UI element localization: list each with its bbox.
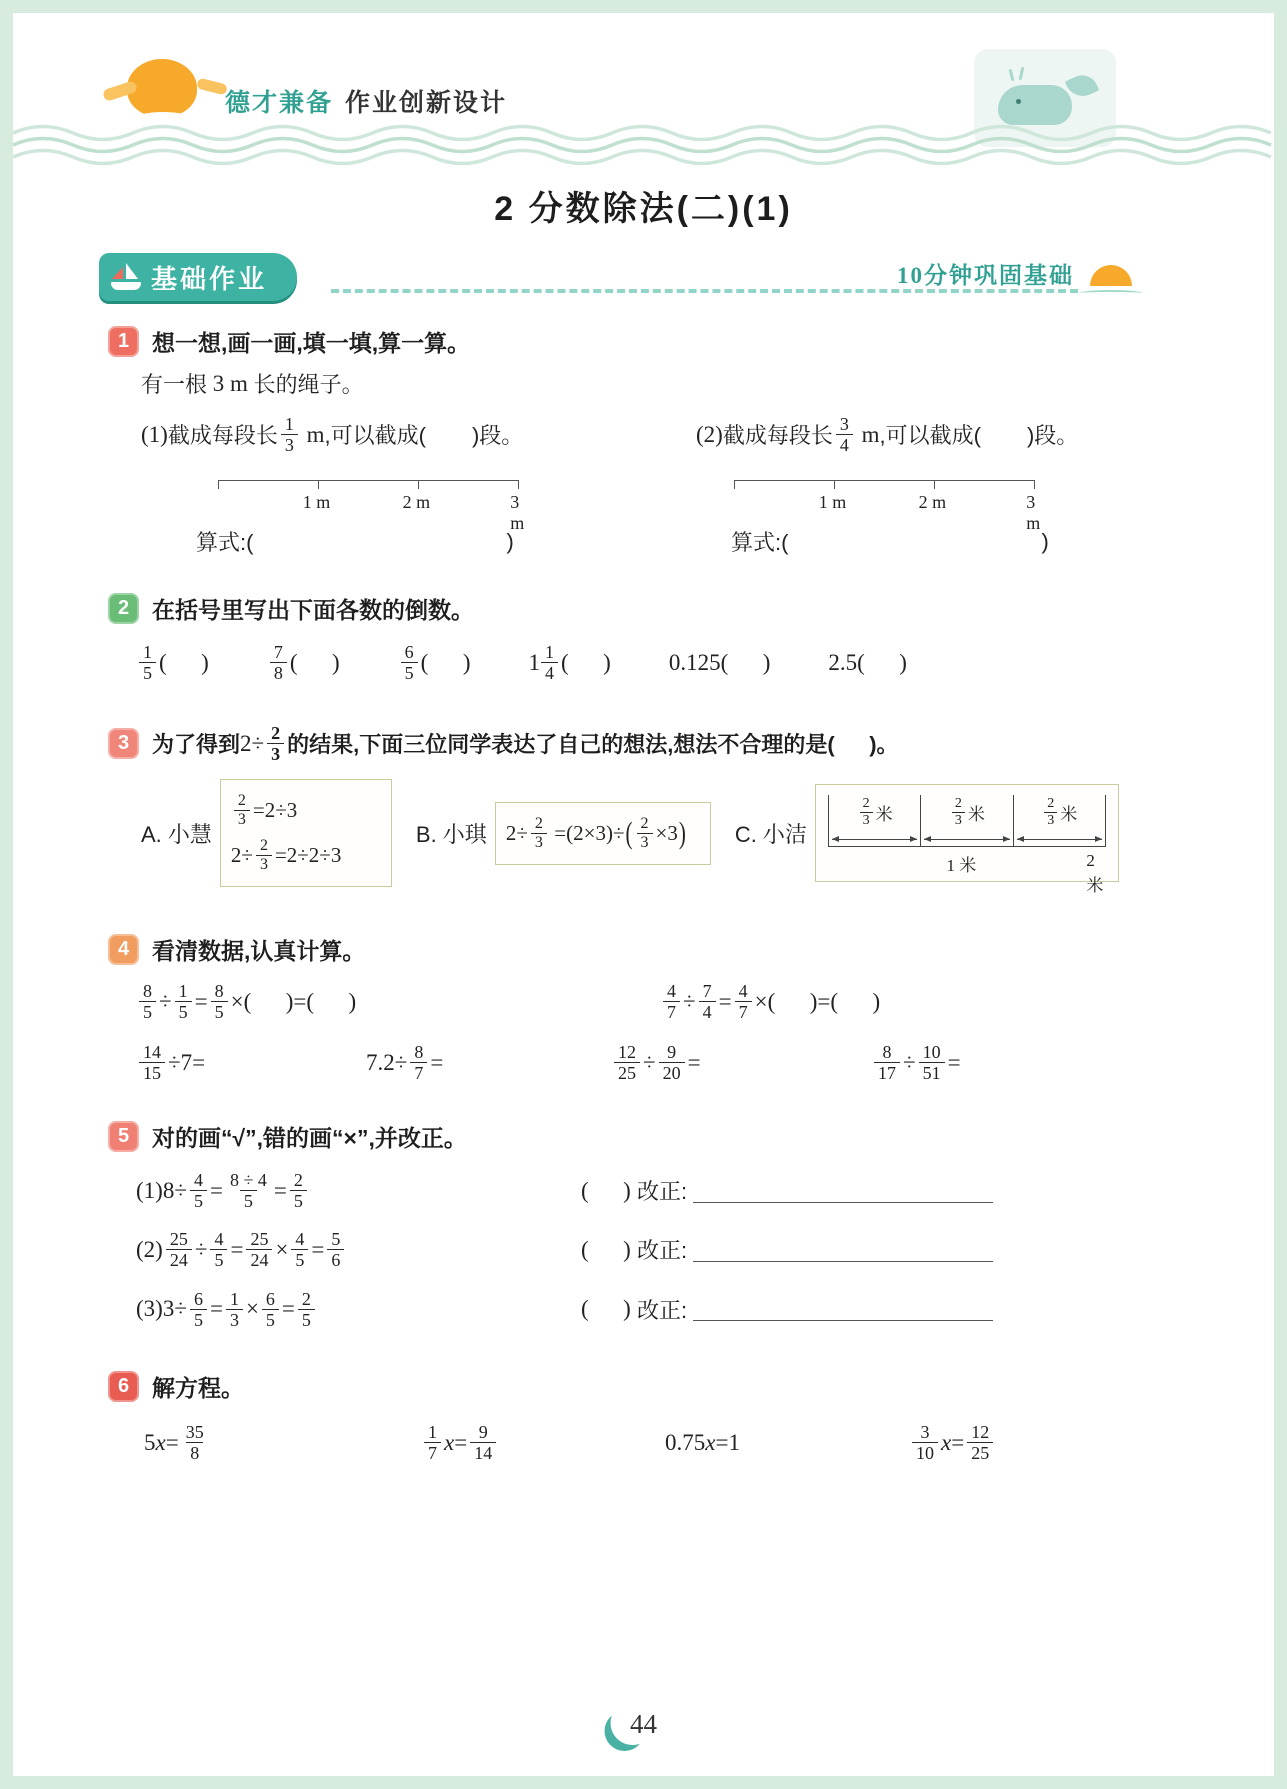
segment-label: $\frac{2}{3}$ 米: [857, 795, 893, 829]
segments-row: [828, 795, 1106, 845]
question-1-title: 想一想,画一画,填一填,算一算。: [152, 330, 471, 356]
option-b: [416, 802, 711, 865]
judge-item-2: [108, 1228, 1189, 1271]
question-1-part-1: (1) 截成每段长 $\frac{1}{3}$ m ,可以截成( )段。: [141, 414, 524, 456]
section-badge: [99, 253, 297, 301]
calc-expression: $\frac{4}{7}$ ÷ $\frac{7}{4}$ = $\frac{4}{7}$ ×( )=( ): [660, 980, 880, 1023]
calc-expression: $\frac{8}{5}$ ÷ $\frac{1}{5}$ = $\frac{8}{5}$ ×( )=( ): [136, 980, 660, 1023]
option-b-line-1: 2÷ $\frac{2}{3}$: [506, 814, 550, 853]
segment-label: $\frac{2}{3}$ 米: [949, 795, 985, 829]
tick-mark: [218, 480, 219, 489]
judge-answer-area: ( ) 改正:: [581, 1294, 993, 1325]
number-line-label: 2 m: [402, 492, 431, 513]
question-5-header: [108, 1120, 1189, 1153]
length-diagram: [828, 795, 1106, 895]
reciprocal-item-4: 1 $\frac{1}{4}$ ( ): [528, 642, 611, 684]
calc-expression: $\frac{8}{17}$ ÷ $\frac{10}{51}$ =: [871, 1041, 961, 1084]
brand-accent-label: 德才兼备: [225, 89, 334, 117]
question-6-number-badge: 6: [108, 1371, 139, 1402]
question-1-part-2: (2) 截成每段长 $\frac{3}{4}$ m ,可以截成( )段。: [696, 414, 1079, 456]
question-6-header: [108, 1370, 1189, 1403]
option-b-line-2: =(2×3)÷ ( $\frac{2}{3}$ ×3 ): [554, 814, 686, 851]
brand-text: [225, 83, 507, 119]
equation: 0.75 x =1: [665, 1429, 740, 1455]
baseline-label-2m: 2 米: [1086, 850, 1104, 895]
formula-blank-2: 算式:( ): [731, 528, 1049, 556]
number-line-label: 3 m: [510, 492, 525, 534]
number-line-label: 1 m: [302, 492, 331, 513]
page-header: [13, 13, 1274, 173]
question-1: [108, 325, 1189, 557]
option-c-box: [815, 784, 1119, 895]
calc-row-2: [108, 1041, 1189, 1084]
number-lines-row: [108, 480, 1189, 534]
judge-answer-area: ( ) 改正:: [581, 1175, 993, 1206]
brand-main-label: 作业创新设计: [345, 89, 508, 117]
question-5-title: 对的画“√”,错的画“×”,并改正。: [152, 1125, 467, 1151]
tick-mark: [734, 480, 735, 489]
question-6: [108, 1370, 1189, 1464]
question-4-number-badge: 4: [108, 934, 139, 965]
judge-expression: (3)3÷ $\frac{6}{5}$ = $\frac{1}{3}$ × $\frac{6}{5}$ = $\frac{2}{5}$: [136, 1288, 581, 1331]
reciprocal-item-2: $\frac{7}{8}$ ( ): [267, 641, 340, 684]
tick-mark: [934, 480, 935, 489]
page-content: [13, 13, 1274, 1776]
number-line-label: 3 m: [1026, 492, 1041, 534]
sun-icon-small: [1088, 265, 1134, 291]
page-title: 2 分数除法(二)(1): [494, 190, 793, 228]
question-2-number-badge: 2: [108, 593, 139, 624]
question-5: [108, 1120, 1189, 1331]
calc-expression: 7.2÷ $\frac{8}{7}$ =: [366, 1042, 444, 1084]
option-a-label: A. 小慧: [141, 821, 212, 847]
option-a: [141, 779, 392, 887]
tick-mark: [834, 480, 835, 489]
question-5-number-badge: 5: [108, 1121, 139, 1152]
page-number-text: 44: [630, 1709, 657, 1739]
question-4-title: 看清数据,认真计算。: [152, 938, 366, 964]
double-arrow: [924, 839, 1009, 840]
baseline-labels: [828, 847, 1106, 895]
number-line-1: [218, 480, 525, 534]
option-a-line-1: $\frac{2}{3}$ =2÷3: [231, 791, 297, 830]
reciprocal-item-3: $\frac{6}{5}$ ( ): [398, 641, 471, 684]
segment-2: [921, 795, 1013, 845]
equation: $\frac{1}{7}$ x = $\frac{9}{14}$: [421, 1421, 665, 1464]
question-6-title: 解方程。: [152, 1375, 244, 1401]
option-c-label: C. 小洁: [734, 821, 807, 847]
segment-1: [828, 795, 921, 845]
reciprocal-items-row: [108, 641, 1189, 684]
question-3-number-badge: 3: [108, 728, 139, 759]
judge-expression: (2) $\frac{25}{24}$ ÷ $\frac{4}{5}$ = $\frac{25}{24}$ × $\frac{4}{5}$ = $\frac{5}{6}$: [136, 1228, 581, 1271]
sailboat-icon: [111, 262, 141, 292]
tick-mark: [1034, 480, 1035, 489]
number-line-label: 1 m: [818, 492, 847, 513]
section-header: [13, 253, 1274, 315]
question-2-title: 在括号里写出下面各数的倒数。: [152, 597, 474, 623]
double-arrow: [1017, 839, 1102, 840]
question-4: [108, 933, 1189, 1085]
option-c: [734, 784, 1119, 895]
option-a-line-2: 2÷ $\frac{2}{3}$ =2÷2÷3: [230, 837, 342, 874]
reciprocal-item-5: 0.125( ): [668, 649, 771, 675]
calc-expression: $\frac{12}{25}$ ÷ $\frac{9}{20}$ =: [611, 1041, 871, 1084]
section-note: 10分钟巩固基础: [897, 263, 1074, 288]
equation: 5 x = $\frac{35}{8}$: [144, 1422, 204, 1464]
option-b-box: [495, 802, 711, 865]
judge-answer-area: ( ) 改正:: [581, 1234, 993, 1265]
tick-mark: [418, 480, 419, 489]
number-line-label: 2 m: [918, 492, 947, 513]
double-arrow: [832, 839, 917, 840]
question-3-header: [108, 722, 1189, 765]
section-badge-label: 基础作业: [151, 263, 268, 294]
calc-expression: $\frac{14}{15}$ ÷7=: [136, 1041, 366, 1084]
segment-label: $\frac{2}{3}$ 米: [1041, 795, 1077, 829]
question-4-header: [108, 933, 1189, 966]
question-1-parts: [108, 413, 1189, 456]
equation: $\frac{3}{10}$ x = $\frac{12}{25}$: [909, 1421, 996, 1464]
sun-icon: [111, 57, 215, 121]
question-1-header: [108, 325, 1189, 358]
judge-item-3: [108, 1288, 1189, 1331]
question-3-title: 为了得到 2÷ $\frac{2}{3}$ 的结果,下面三位同学表达了自己的想法,想法不合理的是( )。: [152, 723, 899, 765]
page-number: [630, 1709, 657, 1740]
option-b-label: B. 小琪: [415, 821, 487, 847]
wave-decoration: [13, 119, 1274, 173]
number-line-2: [734, 480, 1041, 534]
tick-mark: [318, 480, 319, 489]
baseline-label-1m: 1 米: [946, 855, 977, 875]
question-2-header: [108, 592, 1189, 625]
formula-blank-1: 算式:( ): [196, 528, 514, 556]
segment-3: [1014, 795, 1106, 845]
option-a-box: [220, 779, 392, 887]
question-1-number-badge: 1: [108, 326, 139, 357]
equations-row: [108, 1421, 1189, 1464]
options-row: [108, 779, 1189, 895]
calc-row-1: [108, 980, 1189, 1023]
reciprocal-item-6: 2.5( ): [828, 649, 907, 675]
judge-item-1: [108, 1169, 1189, 1212]
tick-mark: [518, 480, 519, 489]
question-2: [108, 592, 1189, 684]
question-3: [108, 722, 1189, 895]
judge-expression: (1)8÷ $\frac{4}{5}$ = $\frac{8 \div 4}{5}$ = $\frac{2}{5}$: [136, 1169, 581, 1212]
reciprocal-item-1: $\frac{1}{5}$ ( ): [136, 641, 209, 684]
question-1-intro: 有一根 3 m 长的绳子。: [141, 370, 364, 397]
